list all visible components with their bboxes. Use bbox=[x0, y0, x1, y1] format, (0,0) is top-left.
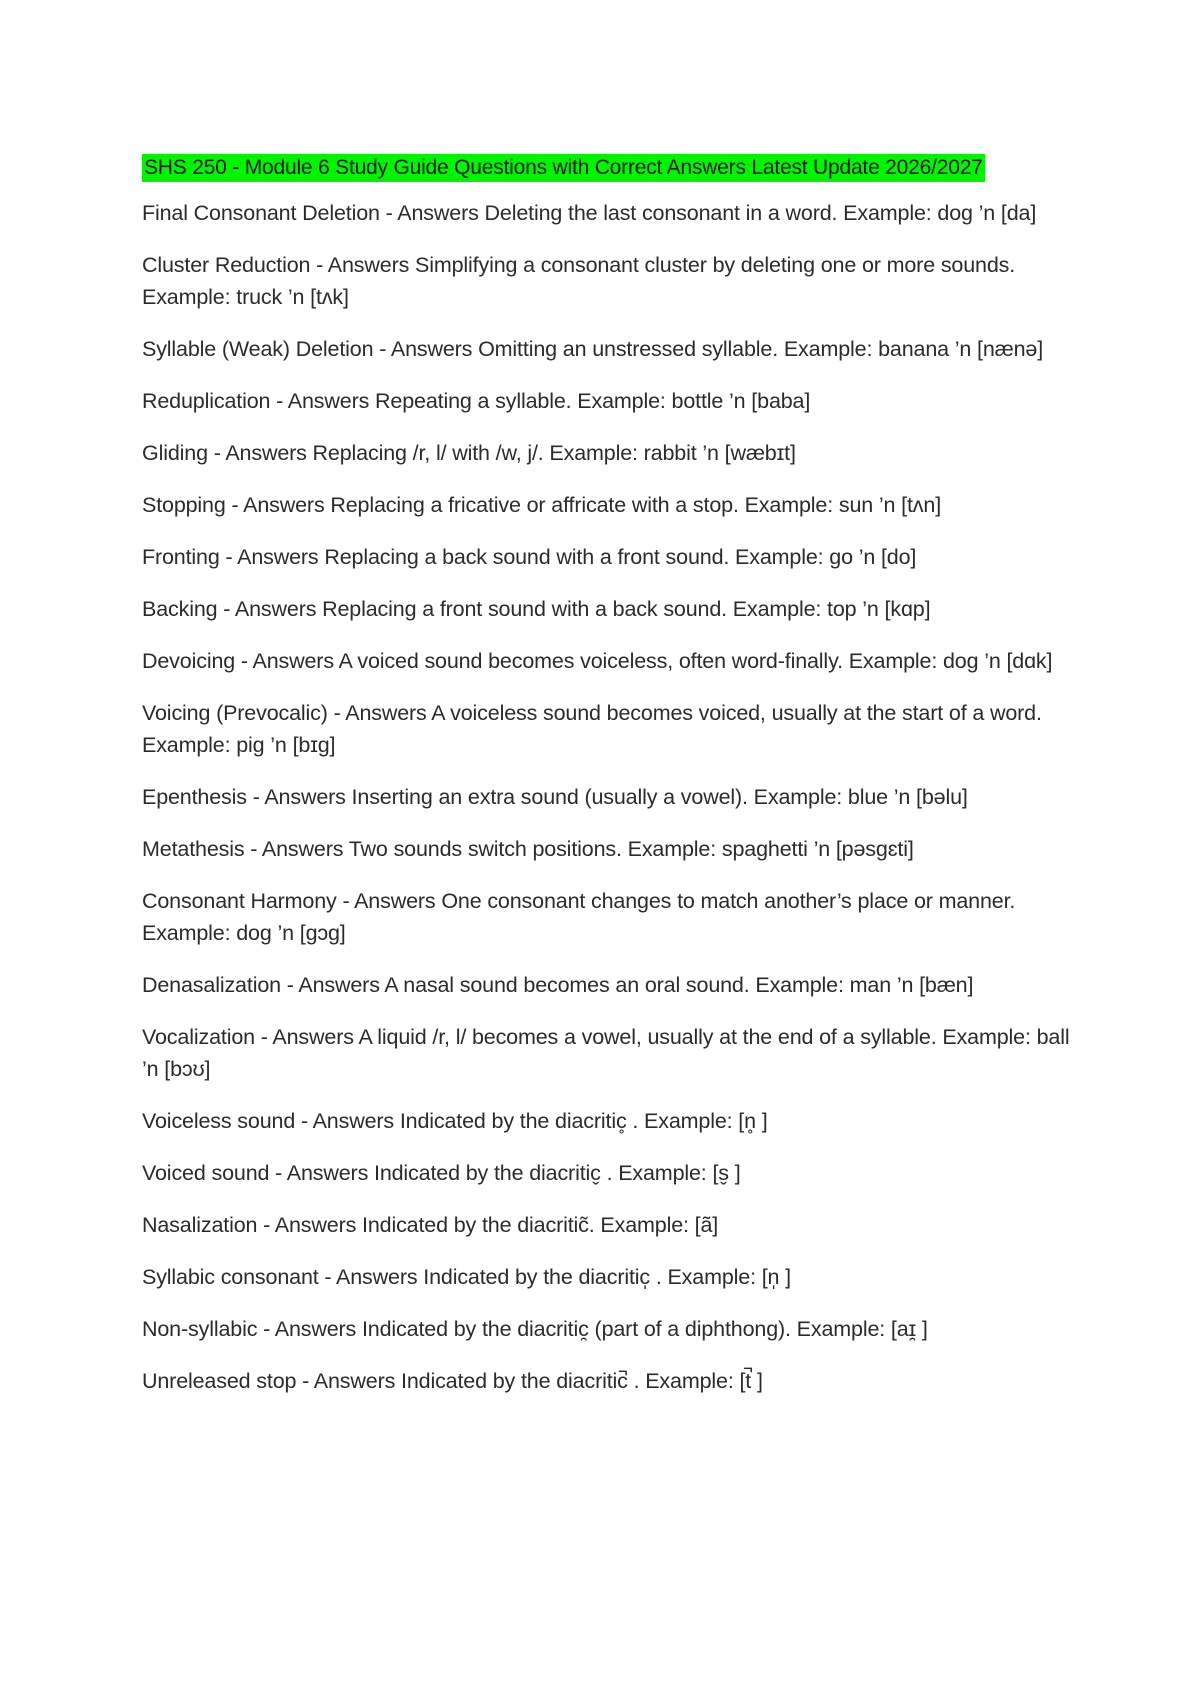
entry-syllable-weak-deletion: Syllable (Weak) Deletion - Answers Omitting an unstressed syllable. Example: banana ’n [nænə] bbox=[142, 337, 1044, 361]
document-page bbox=[142, 154, 1082, 1417]
entry-reduplication: Reduplication - Answers Repeating a syllable. Example: bottle ’n [baba] bbox=[142, 389, 811, 413]
entry-final-consonant-deletion: Final Consonant Deletion - Answers Deleting the last consonant in a word. Example: dog ’n [da] bbox=[142, 201, 1037, 225]
entry-stopping: Stopping - Answers Replacing a fricative or affricate with a stop. Example: sun ’n [tʌn] bbox=[142, 493, 942, 517]
entry-non-syllabic: Non-syllabic - Answers Indicated by the diacritic̯ (part of a diphthong). Example: [aɪ̯ ] bbox=[142, 1317, 928, 1341]
entry-cluster-reduction: Cluster Reduction - Answers Simplifying a consonant cluster by deleting one or more sounds. Example: truck ’n [tʌk] bbox=[142, 253, 1016, 309]
entry-backing: Backing - Answers Replacing a front sound with a back sound. Example: top ’n [kɑp] bbox=[142, 597, 931, 621]
document-title: SHS 250 - Module 6 Study Guide Questions with Correct Answers Latest Update 2026/2027 bbox=[142, 154, 985, 182]
entry-voiceless-sound: Voiceless sound - Answers Indicated by the diacritic̥ . Example: [n̥ ] bbox=[142, 1109, 768, 1133]
entry-nasalization: Nasalization - Answers Indicated by the diacritic̃. Example: [ã] bbox=[142, 1213, 719, 1237]
entry-metathesis: Metathesis - Answers Two sounds switch positions. Example: spaghetti ’n [pəsgɛti] bbox=[142, 837, 914, 861]
entry-gliding: Gliding - Answers Replacing /r, l/ with /w, j/. Example: rabbit ’n [wæbɪt] bbox=[142, 441, 796, 465]
entry-fronting: Fronting - Answers Replacing a back sound with a front sound. Example: go ’n [do] bbox=[142, 545, 917, 569]
entry-vocalization: Vocalization - Answers A liquid /r, l/ becomes a vowel, usually at the end of a syllable. Example: ball ’n [bɔʊ] bbox=[142, 1025, 1070, 1081]
entry-unreleased-stop: Unreleased stop - Answers Indicated by the diacritic̚ . Example: [t̚ ] bbox=[142, 1369, 763, 1393]
entry-voicing-prevocalic: Voicing (Prevocalic) - Answers A voiceless sound becomes voiced, usually at the start of a word. Example: pig ’n [bɪg] bbox=[142, 701, 1042, 757]
entry-syllabic-consonant: Syllabic consonant - Answers Indicated by the diacritic̩ . Example: [n̩ ] bbox=[142, 1265, 792, 1289]
entry-epenthesis: Epenthesis - Answers Inserting an extra sound (usually a vowel). Example: blue ’n [bəlu] bbox=[142, 785, 968, 809]
entry-voiced-sound: Voiced sound - Answers Indicated by the diacritic̬ . Example: [s̬ ] bbox=[142, 1161, 741, 1185]
entry-consonant-harmony: Consonant Harmony - Answers One consonant changes to match another’s place or manner. Example: dog ’n [gɔg] bbox=[142, 889, 1016, 945]
entry-devoicing: Devoicing - Answers A voiced sound becomes voiceless, often word-finally. Example: dog ’n [dɑk] bbox=[142, 649, 1053, 673]
entry-denasalization: Denasalization - Answers A nasal sound becomes an oral sound. Example: man ’n [bæn] bbox=[142, 973, 974, 997]
